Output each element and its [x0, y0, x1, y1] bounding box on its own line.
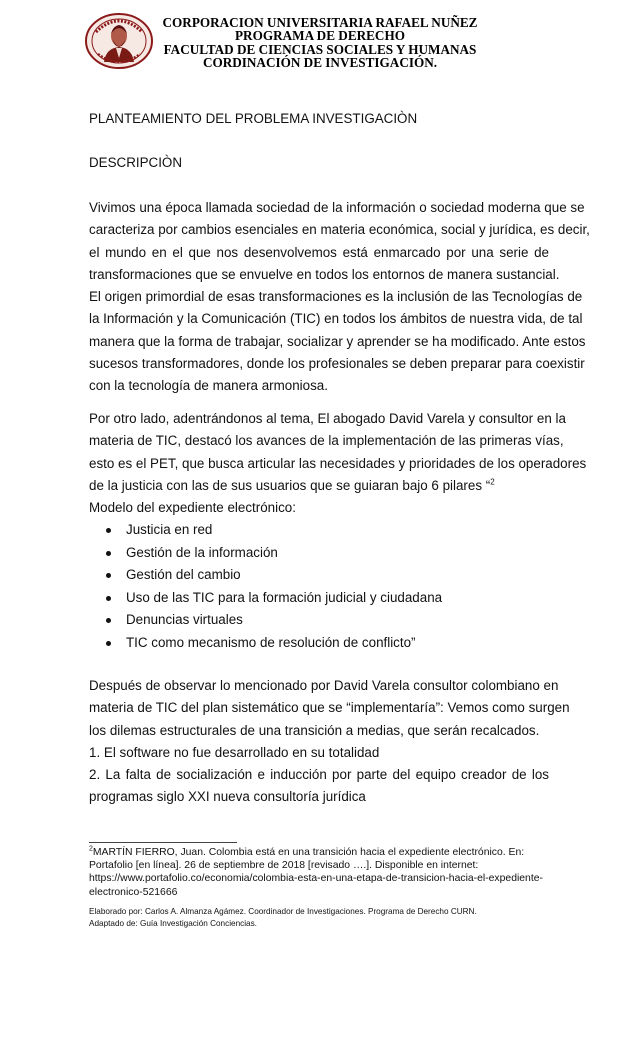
- credits-source: Adaptado de: Guía Investigación Conciencias.: [89, 918, 257, 928]
- paragraph-line: los dilemas estructurales de una transición a medias, que serán recalcados.: [89, 722, 540, 738]
- paragraph-line: 1. El software no fue desarrollado en su totalidad: [89, 744, 380, 760]
- footnote-reference[interactable]: 2: [490, 477, 495, 487]
- paragraph-line: Modelo del expediente electrónico:: [89, 500, 296, 516]
- pillars-list: [89, 519, 549, 654]
- header-line-2: PROGRAMA DE DERECHO: [235, 28, 405, 44]
- paragraph-line: materia de TIC del plan sistemático que se “implementaría”: Vemos como surgen: [89, 700, 570, 716]
- list-item: Justicia en red: [89, 519, 549, 542]
- list-item: Denuncias virtuales: [89, 609, 549, 632]
- paragraph-line: el mundo en el que nos desenvolvemos está enmarcado por una serie de: [89, 244, 549, 260]
- paragraph-line: la Información y la Comunicación (TIC) en todos los ámbitos de nuestra vida, de tal: [89, 311, 583, 327]
- paragraph-line: programas siglo XXI nueva consultoría jurídica: [89, 789, 366, 805]
- paragraph-line: El origen primordial de esas transformaciones es la inclusión de las Tecnologías de: [89, 289, 583, 305]
- paragraph-line: esto es el PET, que busca articular las necesidades y prioridades de los operadores: [89, 455, 587, 471]
- paragraph-line: caracteriza por cambios esenciales en materia económica, social y jurídica, es decir,: [89, 222, 590, 238]
- paragraph-line: materia de TIC, destacó los avances de la implementación de las primeras vías,: [89, 433, 564, 449]
- footnote-url-line[interactable]: electronico-521666: [89, 886, 178, 898]
- paragraph-line-text: de la justicia con las de sus usuarios que se guiaran bajo 6 pilares “: [89, 477, 491, 493]
- bullet-icon: [106, 528, 111, 533]
- paragraph-line: 2. La falta de socialización e inducción por parte del equipo creador de los: [89, 767, 549, 783]
- paragraph-line: Por otro lado, adentrándonos al tema, El abogado David Varela y consultor en la: [89, 411, 566, 426]
- page-credits: [89, 906, 559, 929]
- list-item: Gestión del cambio: [89, 564, 549, 587]
- bullet-icon: [106, 618, 111, 623]
- footnote-separator: [89, 842, 237, 843]
- paragraph-1: [89, 197, 590, 398]
- list-item: Uso de las TIC para la formación judicial y ciudadana: [89, 587, 549, 610]
- paragraph-line: [89, 475, 549, 497]
- header-line-4: CORDINACIÓN DE INVESTIGACIÓN.: [202, 55, 438, 71]
- university-seal-icon: [84, 12, 154, 70]
- credits-author: Elaborado por: Carlos A. Almanza Agámez. Coordinador de Investigaciones. Programa de Derecho CURN.: [89, 907, 477, 916]
- header-line-3: FACULTAD DE CIENCIAS SOCIALES Y HUMANAS: [163, 41, 477, 57]
- paragraph-line: con la tecnología de manera armoniosa.: [89, 378, 328, 394]
- bullet-icon: [106, 573, 111, 578]
- document-title: PLANTEAMIENTO DEL PROBLEMA INVESTIGACIÒN: [89, 111, 418, 126]
- paragraph-line: Vivimos una época llamada sociedad de la información o sociedad moderna que se: [89, 200, 585, 215]
- institution-header: [150, 16, 490, 70]
- header-line-1: CORPORACION UNIVERSITARIA RAFAEL NUÑEZ: [162, 15, 478, 30]
- footnote-line: Portafolio [en línea]. 26 de septiembre de 2018 [revisado ….]. Disponible en internet:: [89, 860, 479, 872]
- paragraph-line: manera que la forma de trabajar, socializar y aprender se ha modificado. Ante estos: [89, 333, 586, 349]
- paragraph-line: transformaciones que se envuelve en todos los entornos de manera sustancial.: [89, 266, 560, 282]
- footnote-line: MARTÍN FIERRO, Juan. Colombia está en una transición hacia el expediente electrónico. En:: [92, 847, 525, 858]
- bullet-icon: [106, 551, 111, 556]
- paragraph-2: [89, 408, 587, 519]
- bullet-icon: [106, 596, 111, 601]
- footnote-mark: 2: [89, 845, 93, 853]
- list-item: TIC como mecanismo de resolución de conflicto”: [89, 632, 549, 655]
- section-heading: DESCRIPCIÒN: [89, 155, 183, 170]
- footnote-url-line[interactable]: https://www.portafolio.co/economia/colombia-esta-en-una-etapa-de-transicion-hacia-el-expediente-: [89, 873, 543, 885]
- list-item: Gestión de la información: [89, 542, 549, 565]
- paragraph-line: sucesos transformadores, donde los profesionales se deben preparar para coexistir: [89, 356, 585, 372]
- bullet-icon: [106, 641, 111, 646]
- paragraph-line: Después de observar lo mencionado por David Varela consultor colombiano en: [89, 678, 559, 693]
- footnote: [89, 846, 559, 899]
- paragraph-3: [89, 675, 570, 809]
